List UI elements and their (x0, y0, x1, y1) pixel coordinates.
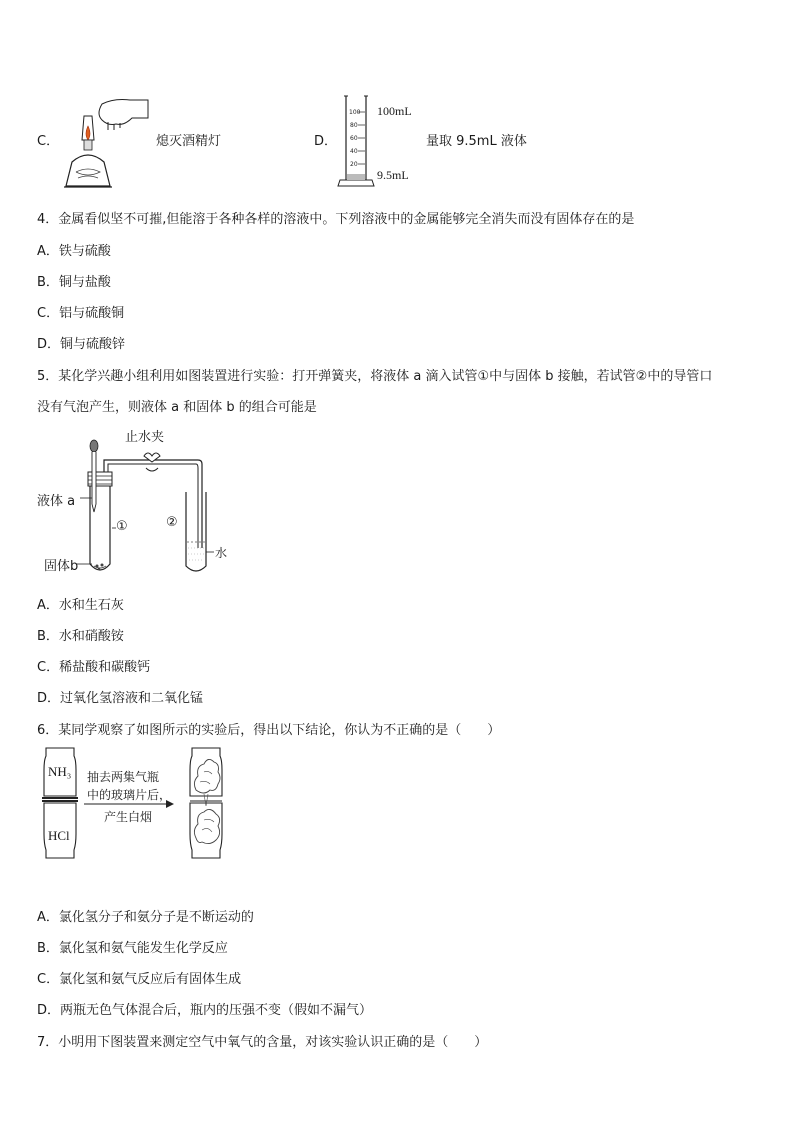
cyl-scale-60: 60 (350, 135, 358, 142)
q4-option-b[interactable]: B．铜与盐酸 (37, 275, 111, 290)
cyl-scale-20: 20 (350, 161, 358, 168)
cylinder-bottom-label: 9.5mL (377, 168, 409, 182)
arrow-text-line2: 中的玻璃片后， (87, 788, 172, 802)
option-letter-d: D． (314, 134, 338, 149)
q6-option-d[interactable]: D．两瓶无色气体混合后，瓶内的压强不变（假如不漏气） (37, 1003, 373, 1018)
q6-option-b[interactable]: B．氯化氢和氨气能发生化学反应 (37, 941, 228, 956)
q7-stem: 7．小明用下图装置来测定空气中氧气的含量，对该实验认识正确的是（ ） (37, 1035, 488, 1050)
graduated-cylinder-figure (336, 94, 380, 192)
q6-option-a[interactable]: A．氯化氢分子和氨分子是不断运动的 (37, 910, 254, 925)
fig-water-label: 水 (215, 546, 228, 560)
cyl-scale-40: 40 (350, 148, 358, 155)
fig-tube2-label: ② (166, 515, 178, 530)
option-letter-c: C． (37, 134, 60, 149)
q5-option-a[interactable]: A．水和生石灰 (37, 598, 124, 613)
q4-stem: 4．金属看似坚不可摧,但能溶于各种各样的溶液中。下列溶液中的金属能够完全消失而没有固体存在的是 (37, 212, 635, 227)
q5-stem-line1: 5．某化学兴趣小组利用如图装置进行实验：打开弹簧夹，将液体 a 滴入试管①中与固体 b 接触，若试管②中的导管口 (37, 369, 713, 384)
arrow-text-line1: 抽去两集气瓶 (87, 770, 160, 784)
nh3-label: NH₃ (48, 764, 72, 779)
option-d-label: 量取 9.5mL 液体 (426, 134, 527, 149)
fig-tube1-label: ① (116, 519, 128, 534)
cylinder-top-label: 100mL (377, 104, 412, 118)
arrow-text-line3: 产生白烟 (104, 810, 153, 824)
q5-option-d[interactable]: D．过氧化氢溶液和二氧化锰 (37, 691, 204, 706)
q4-option-d[interactable]: D．铜与硫酸锌 (37, 337, 126, 352)
q5-stem-line2: 没有气泡产生，则液体 a 和固体 b 的组合可能是 (37, 400, 317, 415)
q4-option-c[interactable]: C．铝与硫酸铜 (37, 306, 125, 321)
hcl-label: HCl (48, 828, 70, 843)
option-c-label: 熄灭酒精灯 (156, 134, 222, 149)
cyl-scale-80: 80 (350, 122, 358, 129)
fig-liquid-label: 液体 a (37, 494, 76, 509)
q5-option-b[interactable]: B．水和硝酸铵 (37, 629, 124, 644)
fig-clamp-label: 止水夹 (125, 430, 165, 445)
fig-solid-label: 固体b (44, 559, 79, 574)
alcohol-lamp-figure (62, 96, 152, 192)
q5-option-c[interactable]: C．稀盐酸和碳酸钙 (37, 660, 151, 675)
cyl-scale-100: 100 (349, 109, 361, 116)
q4-option-a[interactable]: A．铁与硫酸 (37, 244, 111, 259)
q6-option-c[interactable]: C．氯化氢和氨气反应后有固体生成 (37, 972, 242, 987)
q6-stem: 6．某同学观察了如图所示的实验后，得出以下结论，你认为不正确的是（ ） (37, 723, 501, 738)
